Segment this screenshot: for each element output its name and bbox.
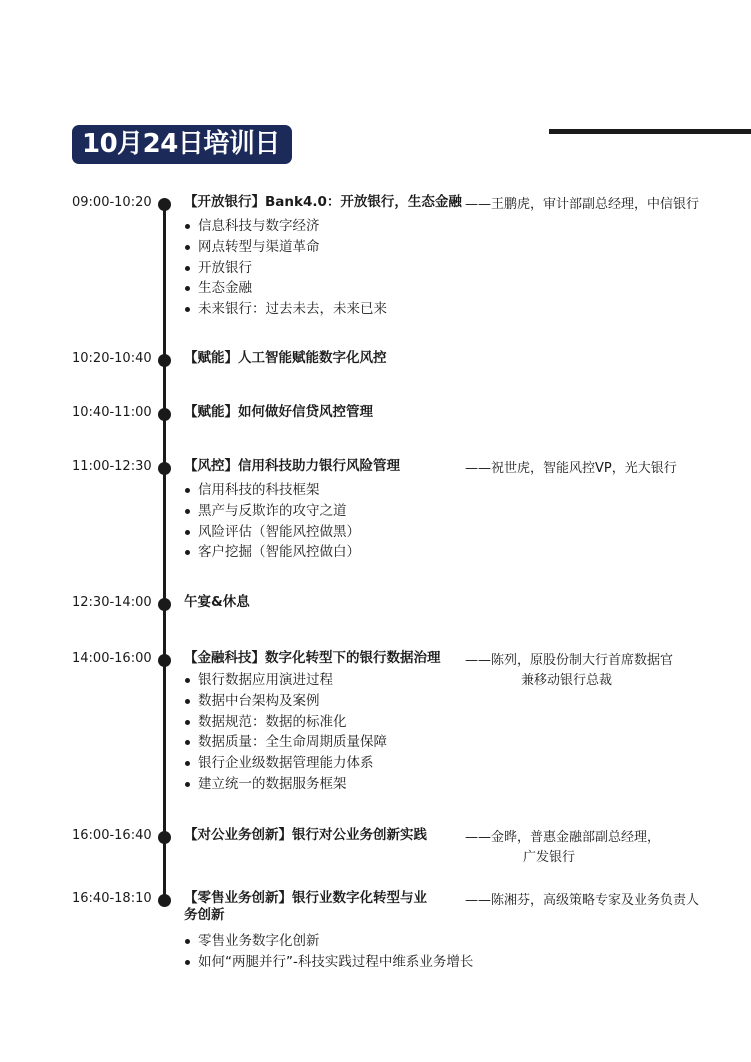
session-speaker: ——陈湘芬，高级策略专家及业务负责人	[465, 893, 700, 908]
session-title: 【金融科技】数字化转型下的银行数据治理	[184, 650, 441, 666]
bullet-item: 银行企业级数据管理能力体系	[184, 753, 387, 774]
session-time: 09:00-10:20	[72, 195, 152, 210]
session-title: 【赋能】人工智能赋能数字化风控	[184, 350, 387, 366]
bullet-item: 数据规范：数据的标准化	[184, 712, 387, 733]
bullet-item: 黑产与反欺诈的攻守之道	[184, 501, 360, 522]
timeline-line	[163, 201, 166, 901]
bullet-item: 零售业务数字化创新	[184, 931, 473, 952]
session-speaker	[465, 828, 660, 868]
speaker-line: ——金晔，普惠金融部副总经理，	[465, 830, 661, 845]
session-time: 14:00-16:00	[72, 651, 152, 666]
bullet-item: 风险评估（智能风控做黑）	[184, 522, 360, 543]
timeline-dot	[158, 198, 171, 211]
bullet-item: 建立统一的数据服务框架	[184, 774, 387, 795]
bullet-item: 银行数据应用演进过程	[184, 670, 387, 691]
bullet-item: 客户挖掘（智能风控做白）	[184, 542, 360, 563]
session-time: 11:00-12:30	[72, 459, 152, 474]
session-time: 12:30-14:00	[72, 595, 152, 610]
session-title: 午宴&休息	[184, 594, 250, 610]
session-time: 16:00-16:40	[72, 828, 152, 843]
session-title: 【对公业务创新】银行对公业务创新实践	[184, 827, 427, 843]
timeline-dot	[158, 408, 171, 421]
bullet-item: 信息科技与数字经济	[184, 216, 387, 237]
bullet-item: 数据中台架构及案例	[184, 691, 387, 712]
speaker-line-2: 兼移动银行总裁	[521, 673, 613, 688]
bullet-item: 数据质量：全生命周期质量保障	[184, 732, 387, 753]
session-speaker	[465, 651, 673, 691]
day-title-badge: 10月24日培训日	[72, 125, 292, 164]
session-bullets	[184, 931, 473, 973]
session-speaker: ——王鹏虎，审计部副总经理，中信银行	[465, 197, 700, 212]
session-bullets	[184, 670, 387, 795]
bullet-item: 开放银行	[184, 258, 387, 279]
timeline-dot	[158, 354, 171, 367]
bullet-item: 未来银行：过去未去，未来已来	[184, 299, 387, 320]
session-bullets	[184, 480, 360, 563]
bullet-item: 如何“两腿并行”-科技实践过程中维系业务增长	[184, 952, 473, 973]
session-speaker: ——祝世虎，智能风控VP，光大银行	[465, 461, 677, 476]
session-title: 【开放银行】Bank4.0：开放银行，生态金融	[184, 194, 462, 210]
session-title: 【赋能】如何做好信贷风控管理	[184, 404, 373, 420]
timeline-dot	[158, 462, 171, 475]
session-title: 【零售业务创新】银行业数字化转型与业务创新	[184, 890, 427, 923]
timeline-dot	[158, 598, 171, 611]
timeline-dot	[158, 654, 171, 667]
bullet-item: 网点转型与渠道革命	[184, 237, 387, 258]
session-time: 10:20-10:40	[72, 351, 152, 366]
session-title: 【风控】信用科技助力银行风险管理	[184, 458, 400, 474]
session-bullets	[184, 216, 387, 320]
timeline-dot	[158, 831, 171, 844]
session-time: 16:40-18:10	[72, 891, 152, 906]
timeline-dot	[158, 894, 171, 907]
bullet-item: 信用科技的科技框架	[184, 480, 360, 501]
session-time: 10:40-11:00	[72, 405, 152, 420]
header-rule	[549, 129, 751, 134]
speaker-line: ——陈列，原股份制大行首席数据官	[465, 653, 674, 668]
speaker-line-2: 广发银行	[523, 850, 576, 865]
bullet-item: 生态金融	[184, 278, 387, 299]
